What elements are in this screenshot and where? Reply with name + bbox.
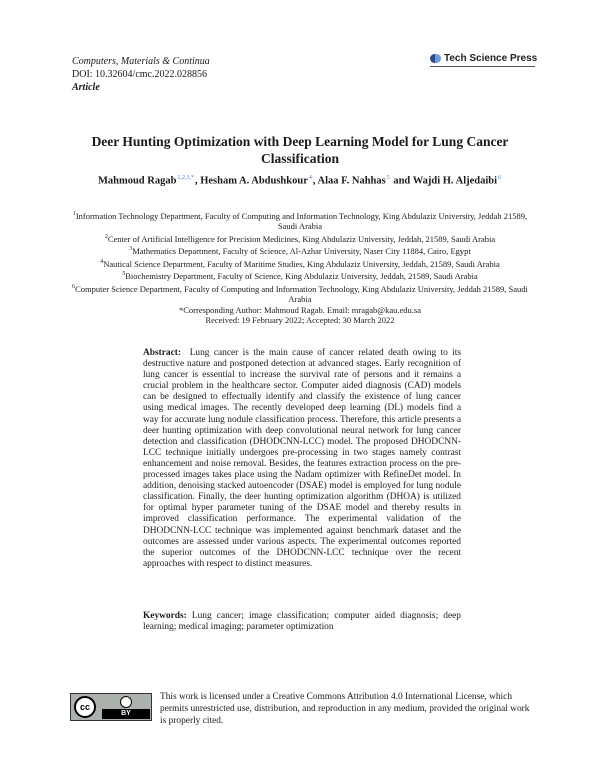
affiliation-text: Nautical Science Department, Faculty of Maritime Studies, King Abdulaziz University, Jeddah, 21589, Saudi Arabia (103, 258, 500, 269)
article-type: Article (72, 82, 100, 93)
affiliation-text: Biochemistry Department, Faculty of Science, King Abdulaziz University, Jeddah, 21589, Saudi Arabia (125, 271, 478, 282)
author-affiliation-marks: 4 (308, 175, 312, 181)
received-dates: Received: 19 February 2022; Accepted: 30 March 2022 (205, 315, 395, 326)
publisher-logo (430, 53, 537, 64)
publisher-name: Tech Science Press (444, 53, 538, 64)
cc-by-label: BY (102, 709, 150, 719)
affiliation (70, 232, 530, 244)
keywords-text: Lung cancer; image classification; computer aided diagnosis; deep learning; medical imaging; parameter optimization (143, 611, 461, 633)
affiliation-text: Information Technology Department, Faculty of Computing and Information Technology, King Abdulaziz University, Jeddah 21589, Saudi Arabia (75, 210, 528, 232)
author-affiliation-marks: 5 (386, 175, 390, 181)
affiliation-number: 2 (104, 234, 108, 241)
affiliation (70, 257, 530, 269)
keywords-label: Keywords: (143, 611, 187, 621)
journal-header (72, 55, 210, 94)
affiliation-text: Mathematics Department, Faculty of Science, Al-Azhar University, Naser City 11884, Cairo, Egypt (132, 246, 471, 257)
affiliation-text: Center of Artificial Intelligence for Precision Medicines, King Abdulaziz University, Jeddah, 21589, Saudi Arabia (107, 233, 496, 244)
abstract-text: Lung cancer is the main cause of cancer related death owing to its destructive nature and postponed detection at advanced stages. Early recognition of lung cancer is essential to increase the survival rate of persons and it remains a crucial problem in the healthcare sector. Computer aided diagnosis (CAD) models can be designed to effectually identify and classify the existence of lung cancer using medical images. The recently developed deep learning (DL) models find a way for accurate lung nodule classification process. Therefore, this article presents a deer hunting optimization with deep convolutional neural network for lung cancer detection and classification (DHODCNN-LCC) model. The proposed DHODCNN-LCC technique initially undergoes pre-processing in two stages namely contrast enhancement and noise removal. Besides, the features extraction process on the pre-processed images takes place using the Nadam optimizer with RefineDet model. In addition, denoising stacked autoencoder (DSAE) model is employed for lung nodule classification. Finally, the deer hunting optimization algorithm (DHOA) is utilized for optimal hyper parameter tuning of the DSAE model and thereby results in improved classification performance. The experimental validation of the DHODCNN-LCC technique was implemented against benchmark dataset and the outcomes are assessed under various aspects. The experimental outcomes reported the superior outcomes of the DHODCNN-LCC technique over the recent approaches with respect to distinct measures. (143, 348, 461, 569)
creative-commons-icon: cc (74, 696, 96, 718)
author-name: Alaa F. Nahhas (317, 175, 386, 187)
journal-name: Computers, Materials & Continua (72, 56, 210, 67)
author-affiliation-marks: 6 (498, 175, 502, 181)
cc-by-license-badge[interactable] (70, 693, 152, 721)
author-name: Mahmoud Ragab (97, 175, 177, 187)
affiliations (70, 209, 530, 326)
corresponding-author: *Corresponding Author: Mahmoud Ragab. Email: mragab@kau.edu.sa (178, 304, 421, 315)
affiliation-number: 1 (72, 211, 76, 217)
affiliation (70, 244, 530, 256)
affiliation (70, 209, 530, 232)
license-text: This work is licensed under a Creative Commons Attribution 4.0 International License, which permits unrestricted use, distribution, and reproduction in any medium, provided the original work is properly cited. (160, 692, 530, 726)
author-separator: and (390, 175, 413, 187)
publisher-rule (430, 66, 535, 67)
affiliation-number: 4 (100, 258, 104, 265)
abstract (143, 348, 461, 570)
paper-title: Deer Hunting Optimization with Deep Learning Model for Lung Cancer Classification (91, 134, 509, 166)
affiliation-number: 3 (129, 246, 133, 253)
author-name: Hesham A. Abdushkour (200, 175, 308, 187)
doi[interactable]: DOI: 10.32604/cmc.2022.028856 (72, 69, 207, 80)
affiliation (70, 269, 530, 281)
affiliation-text: Computer Science Department, Faculty of Computing and Information Technology, King Abdulaziz University, Jeddah 21589, Saudi Arabia (75, 283, 528, 305)
author-affiliation-marks: 1,2,3,* (177, 175, 194, 181)
author-separator: , (194, 175, 201, 187)
publisher-icon (430, 53, 441, 64)
author-list (60, 175, 540, 187)
affiliation (70, 282, 530, 305)
affiliation-number: 5 (122, 271, 126, 278)
keywords (143, 611, 461, 633)
affiliation-number: 6 (72, 283, 76, 290)
abstract-label: Abstract: (143, 348, 182, 358)
attribution-person-icon (120, 696, 132, 708)
author-separator: , (312, 175, 318, 187)
author-name: Wajdi H. Aljedaibi (412, 175, 498, 187)
